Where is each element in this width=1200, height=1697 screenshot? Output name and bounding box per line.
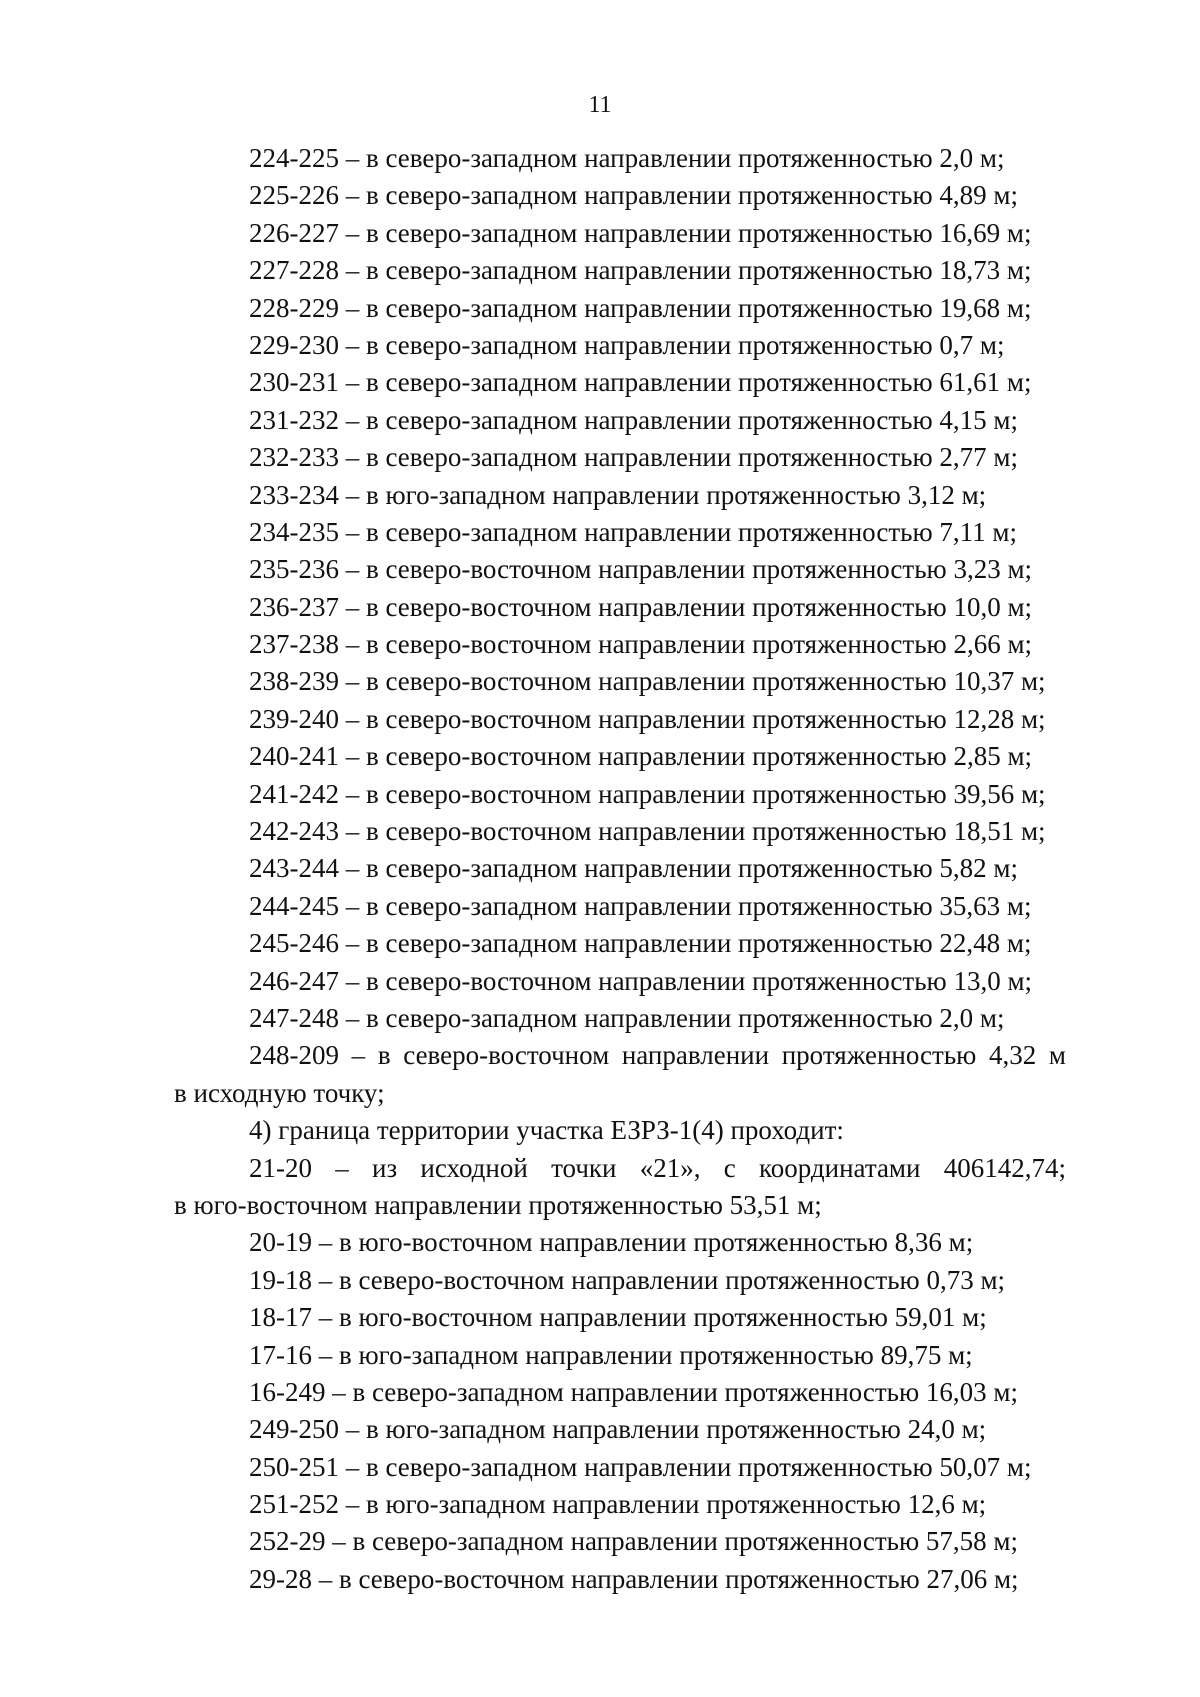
text-line: 240-241 – в северо-восточном направлении протяженностью 2,85 м; <box>249 741 1033 772</box>
text-line: 231-232 – в северо-западном направлении протяженностью 4,15 м; <box>249 404 1018 435</box>
text-line: 29-28 – в северо-восточном направлении протяженностью 27,06 м; <box>249 1563 1019 1594</box>
text-line: 238-239 – в северо-восточном направлении протяженностью 10,37 м; <box>249 666 1046 697</box>
text-line: в исходную точку; <box>174 1077 385 1108</box>
text-line: в юго-восточном направлении протяженностью 53,51 м; <box>174 1189 822 1220</box>
text-line: 224-225 – в северо-западном направлении протяженностью 2,0 м; <box>249 143 1005 173</box>
text-line: 18-17 – в юго-восточном направлении протяженностью 59,01 м; <box>249 1302 987 1333</box>
text-line: 20-19 – в юго-восточном направлении протяженностью 8,36 м; <box>249 1227 974 1258</box>
text-line: 229-230 – в северо-западном направлении протяженностью 0,7 м; <box>249 329 1005 360</box>
text-line: 245-246 – в северо-западном направлении протяженностью 22,48 м; <box>249 928 1032 959</box>
text-line: 243-244 – в северо-западном направлении протяженностью 5,82 м; <box>249 853 1018 884</box>
text-line: 247-248 – в северо-западном направлении протяженностью 2,0 м; <box>249 1002 1005 1033</box>
text-line: 250-251 – в северо-западном направлении протяженностью 50,07 м; <box>249 1451 1032 1482</box>
text-line: 249-250 – в юго-западном направлении протяженностью 24,0 м; <box>249 1414 987 1445</box>
document-body <box>174 140 1066 1598</box>
page-number: 11 <box>588 92 612 118</box>
section-heading: 4) граница территории участка ЕЗРЗ-1(4) проходит: <box>249 1115 844 1146</box>
text-line: 248-209 – в северо-восточном направлении протяженностью 4,32 м <box>249 1040 1066 1071</box>
text-line: 16-249 – в северо-западном направлении протяженностью 16,03 м; <box>249 1376 1018 1407</box>
text-line: 17-16 – в юго-западном направлении протяженностью 89,75 м; <box>249 1339 973 1370</box>
text-line: 227-228 – в северо-западном направлении протяженностью 18,73 м; <box>249 255 1032 286</box>
text-line: 251-252 – в юго-западном направлении протяженностью 12,6 м; <box>249 1489 987 1520</box>
text-line: 226-227 – в северо-западном направлении протяженностью 16,69 м; <box>249 217 1032 248</box>
text-line: 244-245 – в северо-западном направлении протяженностью 35,63 м; <box>249 890 1032 921</box>
text-line: 252-29 – в северо-западном направлении протяженностью 57,58 м; <box>249 1526 1018 1557</box>
text-line: 237-238 – в северо-восточном направлении протяженностью 2,66 м; <box>249 629 1033 660</box>
text-line: 239-240 – в северо-восточном направлении протяженностью 12,28 м; <box>249 703 1046 734</box>
text-line: 19-18 – в северо-восточном направлении протяженностью 0,73 м; <box>249 1264 1006 1295</box>
text-line: 232-233 – в северо-западном направлении протяженностью 2,77 м; <box>249 442 1018 473</box>
text-line: 225-226 – в северо-западном направлении протяженностью 4,89 м; <box>249 180 1018 211</box>
text-line: 228-229 – в северо-западном направлении протяженностью 19,68 м; <box>249 292 1032 323</box>
text-line: 234-235 – в северо-западном направлении протяженностью 7,11 м; <box>249 516 1017 547</box>
text-line: 236-237 – в северо-восточном направлении протяженностью 10,0 м; <box>249 591 1033 622</box>
text-line: 21-20 – из исходной точки «21», с координатами 406142,74; <box>249 1152 1066 1183</box>
text-line: 246-247 – в северо-восточном направлении протяженностью 13,0 м; <box>249 965 1033 996</box>
text-line: 235-236 – в северо-восточном направлении протяженностью 3,23 м; <box>249 554 1033 585</box>
text-line: 230-231 – в северо-западном направлении протяженностью 61,61 м; <box>249 367 1032 398</box>
text-line: 233-234 – в юго-западном направлении протяженностью 3,12 м; <box>249 479 987 510</box>
text-line: 241-242 – в северо-восточном направлении протяженностью 39,56 м; <box>249 778 1046 809</box>
text-line: 242-243 – в северо-восточном направлении протяженностью 18,51 м; <box>249 816 1046 847</box>
